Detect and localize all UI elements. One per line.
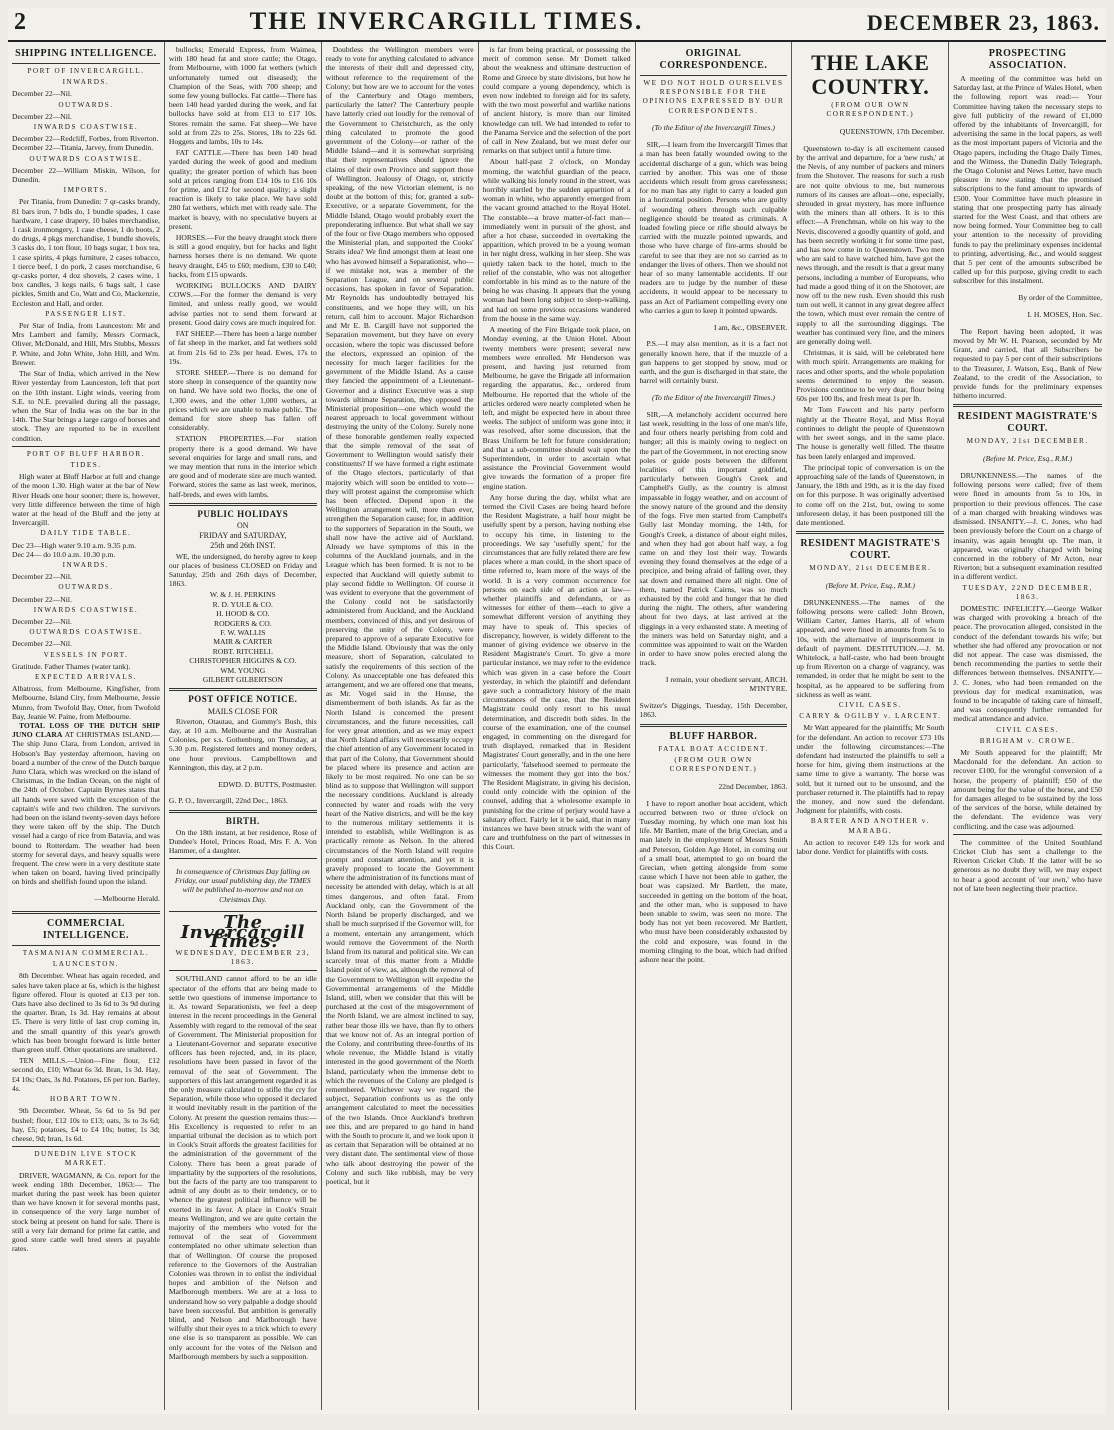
tasmanian-heading: TASMANIAN COMMERCIAL. (22, 949, 150, 958)
working-bullocks-text: WORKING BULLOCKS AND DAIRY COWS.—For the former the demand is very limited, and unless really good, we would advise parties not to send them forward at present. Good dairy cows are much inquired for. (168, 281, 317, 327)
case-text: Mr Watt appeared for the plaintiffs; Mr South for the defendant. An action to recover £73 10s under the following circumstances:—The defendant had instructed the plaintiffs to sell a horse for him, giving them instructions at the same time to give a warranty. The horse was sold, but it turned out to be unsound, and the purchaser returned it. The plaintiffs had to repay the money, and now sued the defendant. Judgment for plaintiffs, with costs. (796, 723, 945, 816)
disclaimer: WE DO NOT HOLD OURSELVES RESPONSIBLE FOR THE OPINIONS EXPRESSED BY OUR CORRESPONDENTS. (642, 79, 785, 115)
post-office-text: Riverton, Otautau, and Gummy's Bush, this day, at 10 a.m. Melbourne and the Australian Colonies, per s.s. Gothenburg, on Thursday, at 5.30 p.m. Registered letters and money orders, one hour previous. Campbelltown and Kennington, this day, at 2 p.m. (168, 716, 317, 772)
passengers-text: Per Star of India, from Launceston: Mr and Mrs Lambert and family, Messrs Cormack, Oliver, McDonald, and Hill, Mrs Stubbs, Messrs P. White, and John White, John Hill, and Wm. Brewer. (12, 321, 160, 367)
column-2 (165, 42, 322, 1410)
hobart-label: HOBART TOWN. (49, 1095, 122, 1104)
columns (8, 42, 1106, 1410)
to-editor: (To the Editor of the Invercargill Times.) (651, 393, 775, 403)
secretary: I. H. MOSES, Hon. Sec. (1027, 310, 1102, 320)
rm-text: DRUNKENNESS.—The names of the following persons were called: John Brown, William Carter, James Harris, all of whom appeared, and were fined in amounts from 5s to 10s, with the alternative of imprisonment in default of payment. DESTITUTION.—J. M. Whitelock, a half-caste, who had been brought up from Riverton on a charge of vagrancy, was remanded, in order that he might be sent to the hospital, as he appeared to be suffering from sickness as well as want. (796, 597, 945, 699)
divider (169, 970, 317, 971)
divider (12, 945, 160, 946)
coastwise-entry: December 22—Titania, Jarvey, from Dunedin. (12, 143, 154, 153)
outwards-coastwise-label: OUTWARDS COASTWISE. (29, 628, 143, 637)
dateline: QUEENSTOWN, 17th December. (839, 127, 945, 136)
column-5 (636, 42, 793, 1410)
store-sheep-text: STORE SHEEP.—There is no demand for store sheep in consequence of the quantity now on hand. We have sold two flocks, the one of 1,300 ewes, and the other 1,000 wethers, at prices which we are unable to make public. The demand for store sheep has fallen off considerably. (168, 367, 317, 433)
arrival-entry: December 22—Nil. (12, 572, 72, 582)
dunedin-heading: DUNEDIN LIVE STOCK MARKET. (34, 1150, 138, 1168)
wreck-article (12, 721, 160, 887)
fat-sheep-text: FAT SHEEP.—There has been a large number of fat sheep in the market, and fat wethers sold at from 21s 6d to 23s per head. Ewes, 17s to 19s. (168, 329, 317, 366)
page-number: 2 (14, 9, 26, 35)
firm-name: MAIR & CARTER (213, 637, 273, 647)
ghost-article: About half-past 2 o'clock, on Monday morning, the watchful guardian of the peace, while walking his lonely round in the street, was horribly startled by the sudden apparition of a woman in white, who apparently emerged from the vacant ground attached to the Royal Hotel. The constable—a brave matter-of-fact man—immediately went in pursuit of the ghost, and after a hot chase, succeeded in overtaking the apparition, which proved to be a young woman in her night dress, walking in her sleep. She was quietly taken back to the hotel, much to the relief of the constable, who was not altogether comfortable in his mind as to the nature of the being he was chasing. It appears that the young woman had been long subject to sleep-walking, and had on some previous occasions wandered from the house in the same way. (482, 157, 631, 323)
wreck-text: AT CHRISTMAS ISLAND.—The ship Juno Clara, from London, arrived in Hobson's Bay yesterday afternoon, having on board a number of the crew of the Dutch barque Juno Clara, which was wrecked on the island of Christmas, in the Indian Ocean, on the night of the 24th of October. Captain Byrnes states that all hands were saved with the exception of the captain's wife and two children. The survivors had been on the island twenty-seven days before they were taken off by the ship. The Dutch vessel had a cargo of rice from Batavia, and was bound to Rotterdam. The weather had been stormy for several days, and heavy squalls were frequent. The crew were in a very destitute state when taken on board, having lived principally on birds and shellfish found upon the island. (12, 730, 160, 887)
holidays-heading: PUBLIC HOLIDAYS (197, 508, 289, 519)
divider (640, 75, 788, 76)
land-sale-text: The principal topic of conversation is on the approaching sale of the lands of Queenstown, in January, the 18th and 19th, as it is the day fixed on for this purpose. It was originally advertised to come off on the 21st, but, owing to some unforeseen delay, it has been postponed till the date mentioned. (796, 462, 945, 527)
divider (640, 724, 788, 727)
paper-date: WEDNESDAY, DECEMBER 23, 1863. (175, 948, 311, 967)
correspondent-label: (FROM OUR OWN CORRESPONDENT.) (826, 101, 915, 119)
postmaster: EDWD. D. BUTTS, Postmaster. (218, 779, 317, 789)
port-heading: PORT OF INVERCARGILL. (27, 67, 145, 75)
tides-label: TIDES. (70, 460, 102, 469)
post-date: G. P. O., Invercargill, 22nd Dec., 1863. (168, 796, 288, 806)
imports-label: IMPORTS. (63, 186, 109, 195)
birth-heading: BIRTH. (225, 815, 260, 826)
outwards-label: OUTWARDS. (58, 583, 114, 592)
tuesday-text: DOMESTIC INFELICITY.—George Walker was charged with provoking a breach of the peace. The provocation alleged, consisted in the conduct of the defendant towards his wife; but whether she had offered any provocation or not did not appear. The case was dismissed, the bench recommending the parties to settle their differences between themselves. INSANITY.—J. C. Jones, who had been remanded on the previous day for medical examination, was found to be incapable of taking care of himself, and was consequently further remanded for medical attendance and advice. (953, 603, 1102, 724)
correspondence-heading: ORIGINAL CORRESPONDENCE. (659, 48, 768, 71)
case-text: Mr South appeared for the plaintiff; Mr Macdonald for the defendant. An action to recover £100, for the wrongful conversion of a horse, the property of plaintiff; £50 of the amount being for the value of the horse, and £50 for damages alleged to be sustained by the loss of the services of the horse, while detained by the defendant. The evidence was very conflicting, and the case was adjourned. (953, 747, 1102, 831)
tides-text: High water at Bluff Harbor at full and change of the moon 1.30. High water at the bar of New River Heads one hour sooner; there is, however, very little difference between the time of high water at the head of the Bluff and the jetty at Invercargill. (12, 472, 160, 528)
mails-close-label: MAILS CLOSE FOR (207, 706, 278, 716)
masthead (8, 8, 1106, 42)
firm-name: RODGERS & CO. (214, 618, 272, 628)
fire-brigade-article: A meeting of the Fire Brigade took place, on Monday evening, at the Union Hotel. About twenty members were present; several new members were enrolled. Mr Henderson was present, and having just returned from Melbourne, he gave the Brigade all information regarding the apparatus, &c., ordered from Melbourne. He reported that the whole of the articles ordered were nearly completed when he left, and might be expected here in about three weeks. The subject of uniform was gone into; it was resolved, after some discussion, that the Brass Uniform be left for future consideration; and that a sub-committee should wait upon the Superintendent, in order to ascertain what assistance the Provincial Government would give towards the formation of a proper fire engine station. (482, 325, 631, 491)
tide-row: Dec 23—High water 9.10 a.m. 9.35 p.m. (12, 540, 137, 550)
column-1 (8, 42, 165, 1410)
divider (796, 531, 944, 534)
launceston-label: LAUNCESTON. (52, 960, 119, 969)
divider (169, 810, 317, 813)
departure-entry: December 22—Nil. (12, 111, 72, 121)
postscript: P.S.—I may also mention, as it is a fact not generally known here, that if the muzzle of a gun happens to get stopped by snow, mud or earth, and the gun is discharged in that state, the barrel will certainly burst. (639, 339, 788, 386)
divider (169, 503, 317, 506)
outwards-coastwise-label: OUTWARDS COASTWISE. (29, 154, 143, 163)
christmas-notice: In consequence of Christmas Day falling on Friday, our usual publishing day, the TIMES will be published to-morrow and not on Christmas Day. (174, 867, 311, 904)
divider (12, 63, 160, 64)
passenger-list-label: PASSENGER LIST. (45, 309, 127, 318)
station-text: STATION PROPERTIES.—For station property there is a good demand. We have several enquiries for large and small runs, and we may mention that runs in the interior which are good and of moderate size are much wanted. Forward, stores the same as last week, merinos, half-breds, and ewes with lambs. (168, 434, 317, 499)
letter-signature: I am, &c., OBSERVER. (713, 322, 788, 332)
tasmanian-text: 8th December. Wheat has again receded, and sales have taken place at 6s, which is the highest figure offered. Flour is quoted at £13 per ton. Oats have also declined to 3s 6d to 3s 9d during the quarter. Bran, 1s 3d. Hay remains at about £5. There is very little of last crop coming in, and the small quantity of this year's growth which has been brought forward is little better than green stuff. Other quotations are unaltered. (12, 971, 160, 1055)
stock-text: bullocks; Emerald Express, from Waimea, with 180 head fat and store cattle; the Otago, from Melbourne, with 1000 fat wethers (which unfortunately turned out diseased); the Champion of the Seas, with 700 sheep; and some few young bullocks. Fat cattle—There has been 140 head yarded during the week, and fat bullocks have sold at from £13 to £17 10s. Stores remain the same. Fat sheep—We have sold at from 22s to 25s. Stores, 18s to 22s 6d. Hoggets and lambs, 10s to 14s. (168, 45, 317, 147)
adoption-text: The Report having been adopted, it was moved by Mr W. H. Pearson, seconded by Mr Grant, and carried, that all Subscribers be requested to pay 5 per cent of their subscriptions to the Treasurer, J. Watson, Esq., Bank of New Zealand, to the credit of the Association, to provide funds for the preliminary expenses hitherto incurred. (953, 326, 1102, 401)
hobart-text: 9th December. Wheat, 5s 6d to 5s 9d per bushel; flour, £12 10s to £13; oats, 3s to 3s 6d; hay, £5; potatoes, £4 to £4 10s; butter, 1s 3d; cheese, 9d; bran, 1s 6d. (12, 1106, 160, 1143)
expected-arrivals-label: EXPECTED ARRIVALS. (34, 672, 137, 681)
cricket-text: The committee of the United Southland Cricket Club has sent a challenge to the Riverton Cricket Club. If the latter will be so generous as no doubt they will, we may expect to hear a good account of 'our own,' who have not of late been neglecting their practice. (953, 837, 1102, 893)
coastwise-entry: December 22—Nil. (12, 639, 72, 649)
firm-name: GILBERT GILBERTSON (202, 675, 283, 685)
wreck-source: —Melbourne Herald. (94, 894, 160, 904)
prospecting-text: A meeting of the committee was held on Saturday last, at the Prince of Wales Hotel, when the following report was read:— Your Committee having taken the necessary steps to give full publicity of the reward of £1,000 offered by the inhabitants of Invercargill, for advertising the same in the local papers, as well as the most important papers of Victoria and the Otago papers, including the Otago Daily Times, and the Witness, the Dunedin Daily Telegraph, the Otago Colonist and News Letter, have much pleasure in now stating that the promised subscriptions to the fund amount to upwards of £500. Your Committee have much pleasure in stating that one prospecting party has already started for the West Coast, and that others are now being formed. Your Committee beg to call your attention to the necessity of providing funds to pay the preliminary expenses incidental to printing, advertising, &c., and would suggest that 5 per cent of the amounts subscribed be called up for this purpose, giving credit to each subscriber for this instalment. (953, 74, 1102, 286)
inwards-coastwise-label: INWARDS COASTWISE. (33, 605, 139, 614)
divider (12, 446, 160, 447)
firm-name: CHRISTOPHER HIGGINS & CO. (189, 656, 297, 666)
commercial-heading: COMMERCIAL INTELLIGENCE. (42, 918, 130, 942)
case-name: BRIGHAM v. CROWE. (979, 736, 1076, 745)
tide-row: Dec 24— do 10.0 a.m. 10.30 p.m. (12, 549, 116, 559)
column-3 (322, 42, 479, 1410)
divider (953, 404, 1102, 407)
divider (169, 688, 317, 691)
accident-heading: FATAL BOAT ACCIDENT. (658, 744, 769, 753)
bluff-date: 22nd December, 1863. (718, 781, 788, 791)
firm-name: H. HOOD & CO. (216, 609, 270, 619)
wreck-heading: TOTAL LOSS OF THE DUTCH SHIP JUNO CLARA (12, 721, 160, 740)
birth-text: On the 18th instant, at her residence, Rose of Dundee's Hotel, Princes Road, Mrs F. A. Von Hammer, of a daughter. (168, 827, 317, 856)
rm-text: DRUNKENNESS.—The names of the following persons were called; five of them were fined in amounts from 5s to 10s, in proportion to their previous offences. The case of a man charged with breaking windows was dismissed. INSANITY.—J. C. Jones, who had been previously before the Court on a charge of insanity, was again brought up. The man, it appeared, was originally charged with being concerned in the robbery of Mr Acton, near Riverton; but a subsequent examination resulted in a different verdict. (953, 471, 1102, 582)
expected-text: Albatross, from Melbourne, Kingfisher, from Melbourne, Island City, from Melbourne, Jessie Munro, from Twofold Bay, Otter, from Twofold Bay, Jeanie W. Paine, from Melbourne. (12, 684, 160, 721)
lake-country-text: Queenstown to-day is all excitement caused by the arrival and departure, for a 'new rush,' at the Nevis, of any number of packers and miners from the Shotover. The reasons for such a rush are not quite obvious to me, but numerous rumors of its causes are afloat—one, especially, shrouded in great mystery, has more influence with the miners than all others. It is to this effect:—A Frenchman, while on his way to the Nevis, discovered a goodly quantity of gold, and has been secretly working it for some time past, and has now come in to Queenstown. Two men who are said to have watched him, have got the news through, and the result is that a great many persons, including a number of Europeans, who had made a good thing of it on the Shotover, are now off to the new rush. Even should this rush turn out well, it cannot in any great degree affect the town, which must ever remain the centre of supply to all the surrounding diggings. The weather has continued very fine, and the miners are generally doing well. (796, 143, 945, 347)
fat-cattle-text: FAT CATTLE.—There has been 140 head yarded during the week of good and medium quality; the greater portion of which has been sold at prices ranging from £14 10s to £16 10s for prime, and £12 for second quality; a slight reaction is likely to take place. We have sold 280 fat wethers, which met with ready sale. The market is heavy, with no speculative buyers at present. (168, 148, 317, 231)
firm-name: ROBT. RITCHELL (212, 646, 273, 656)
vessels-in-port-label: VESSELS IN PORT. (43, 650, 129, 659)
case-text: An action to recover £49 12s for work and labor done. Verdict for plaintiffs with costs. (796, 837, 945, 856)
holidays-on: ON (237, 520, 249, 530)
column-4 (479, 42, 636, 1410)
rm-court-heading: RESIDENT MAGISTRATE'S COURT. (957, 411, 1098, 435)
inwards-label: INWARDS. (62, 560, 110, 569)
paper-title: The Invercargill Times. (180, 912, 305, 952)
departure-entry: December 22—Nil. (12, 594, 72, 604)
editorial-text: SOUTHLAND cannot afford to be an idle spectator of the efforts that are being made to settle two questions of immense importance to it. As toward Separationists, we feel a deep interest in the recent proceedings in the General Assembly with regard to the removal of the seat of Government. The Ministerial proposition for a Lieutenant-Governor and separate executive officers has been rejected, and, in its place, resolutions have been passed in favor of the removal of the seat of Government. The supporters of this last arrangement regarded it as the only measure calculated to stifle the cry for Separation, while those who opposed it declared it would inevitably result in the partition of the Colony. At present the question remains thus:—His Excellency is requested to refer to an impartial tribunal the decision as to which port in Cook's Strait affords the greatest facilities for the administration of the government of the Colony. There has been a great parade of impartiality by the supporters of the resolutions, but the facts of the party are too transparent to admit of any doubt as to their tendency, or to whence the greatest political influence will be exerted in its favor. A place in Cook's Strait means Wellington, and we are quite certain the majority of the members who voted for the removal of the seat of Government contemplated no other ultimate selection than that of Wellington. Of course the proposed reference to the Governors of the Australian Colonies was thrown in to enlist the individual hopes and ambition of the Nelson and Marlborough members. We are at a loss to understand how so very palpable a dodge should have been successful. But ambition is generally blind, and Nelson and Marlborough have wilfully shut their eyes to a trick which to every one else is so transparent as possible. We can only account for the votes of the Nelson and Marlborough members by such a supposition. (168, 974, 317, 1361)
rm-before: (Before M. Price, Esq., R.M.) (983, 454, 1073, 464)
tuesday-date: TUESDAY, 22ND DECEMBER, 1863. (962, 583, 1093, 601)
holidays-dates: 25th and 26th INST. (210, 541, 276, 551)
firm-name: R. D. YULE & CO. (212, 599, 273, 609)
editorial-text: Doubtless the Wellington members were ready to vote for anything calculated to advance the interests of their dull and depressed city, without reference to the requirement of the Colony; but how are we to account for the votes of the Canterbury and Otago members, particularly the latter? The Canterbury people have latterly cried out loudly for the removal of the Government to Christchurch, as the only thing calculated to promote the good government of the Colony—or rather of the Middle Island—and it is somewhat surprising that their representatives should ignore the claims of their own Province and support those of Wellington. Jealousy of Otago, or, strictly speaking, of the new Victorian element, is no doubt at the bottom of this; for, granted a sub-Executive, or a separate Government, for the Middle Island, Otago would probably exert the preponderating influence. But what shall we say of the four or five Otago members who opposed the Ministerial plan, and supported the Cooks' Straits idea? We find amongst them at least one who has avowed himself a Separationist, who—if we mistake not, was a member of the Separation League, and on several public occasions, has spoken in favor of Separation. Mr Reynolds has undoubtedly betrayed his constituents, and we hope they will, on his return, call him to account. Major Richardson and Mr E. B. Cargill have not supported the Separation movement, but they have on every occasion, where the topic was discussed before the electors, expressed an opinion of the necessity for much larger facilities for the government of the Middle Island. As a cause they fancied the appointment of a Lieutenant-Governor and a distinct Executive was a step towards ultimate Separation, they opposed the Ministerial proposition—one which would the nearest approach to local government without destroying the unity of the Colony. Surely none of these honorable gentlemen really expected that the simple removal of the seat of Government to Wellington would satisfy their constituents? If we have formed a right estimate of the Otago electors, particularly of that majority which will soon be entitled to vote—they will protest against the compromise which has been effected. Depend upon it the Wellington arrangement will, more than ever, strengthen the Separation cause; for, in addition to the supporters of Separation in the South, we shall now have the active aid of Auckland. Already we have symptoms of this in the columns of the Auckland journals, and in the League which has been formed. It is not to be expected that Auckland will quietly submit to play second fiddle to Wellington. Of course it was evident to everyone that the government of the Colony could not be satisfactorily administered from Auckland, and the Auckland members, convinced of this, and yet desirous of preserving the unity of the Colony, were prepared to approve of a separate Executive for the Middle Island. Obviously that was the only measure, short of Separation, calculated to satisfy the requirements of this section of the Colony. As unacceptable one has defeated this arrangement, and we are offered one that means, as Mr. Vogel said in the House, the dismemberment of both islands. As far as the North Island is concerned the present circumstances, and the future necessities, call for very great attention, and as we may expect that North Island affairs will necessarily occupy the chief attention of any Government located in that part of the Colony, that Government should be placed where its presence and action are likely to be most required. No one can be so blind as to suppose that Wellington will support the necessary conditions. Auckland is already connected by water and roads with the very heart of the Native districts, and will be the key to the numerous military settlements it is intended to establish, while Wellington is as practically remote as Nelson. In the altered circumstances of the North Island will require prompt and constant attention, and yet it is gravely proposed to locate the Government where the administration of its functions must of necessity be attended with delay, which is at all times dangerous, and often fatal. From Auckland only, can the Government of the North Island be properly discharged, and we shall be much surprised if the Governor will, for a moment, entertain any arrangement, which would remove the Government of the North Island from its natural and political site. We can scarcely treat of this matter from a Middle Island point of view, as, although the removal of the Government to Wellington will expedite the Governmental arrangements of the Middle Island, still, when we consider that this will be purchased at the cost of the misgovernment of the North Island, we are almost inclined to say, rather bear those ills we have, than fly to others that we know not of. As an integral portion of the Colony, and contributing three-fourths of its whole revenue, the Middle Island is vitally interested in the good government of the North Island, particularly when the immense debt to which the revenues of the Colony are pledged is remembered. Whichever way we regard the subject, Separation confronts us as the only arrangement calculated to meet the necessities of the two Islands. Once Auckland's brethren see this, and are prepared to go hand in hand with the South to procure it, and we look upon it as certain that Separation will be obtained at no very distant date. The sentimental view of those who talk about destroying the power of the Colony and such like rubbish, may be very poetical, but it (325, 45, 474, 1186)
bluff-harbor-heading: BLUFF HARBOR. (669, 730, 758, 742)
column-7 (949, 42, 1106, 1410)
imports-text: Per Titania, from Dunedin: 7 qr-casks brandy, 81 bars iron, 7 bdls do, 1 bundle spades, 1 case hardware, 1 case drapery, 10 bales merchandise, 1 cask ironmongery, 1 case cheese, 1 do boots, 2 do drugs, 4 pkgs merchandise, 1 bundle shovels, 3 casks do, 1 ton flour, 10 bags sugar, 1 box tea, 1 case spirits, 4 pkgs furniture, 2 cases tobacco, 1 tierce beef, 1 do pork, 2 cases merchandise, 6 qr-casks porter, 4 doz shovels, 2 cases wine, 1 box candles, 3 kegs nails, 6 bags salt, 1 case pickles, Smith and Co, Watt and Co, Mackenzie, Eccleston and Hall, and order. (12, 197, 160, 308)
outwards-label: OUTWARDS. (58, 100, 114, 109)
coastwise-entry: December 22—Redcliff, Forbes, from Riverton. (12, 134, 159, 144)
rm-before: (Before M. Price, Esq., R.M.) (825, 580, 915, 590)
court-article: Any horse during the day, whilst what are termed the Civil Cases are being heard before the Resident Magistrate, a half hour might be usefully spent by a person, having nothing else to occupy his time, in listening to the proceedings. We say 'usefully spent,' for the circumstances that are fully related there are few places where a man could, in the short space of time referred to, learn more of the ways of the world. It is a very common occurrence for persons on each side of an action at law—whether plaintiffs and defendants, or as witnesses for either of them—each to give a somewhat different version of anything they may have to speak of. This species of discrepancy, however, is widely different to the manner of giving evidence we observe in the Resident Magistrate's Court. To give a more particular instance, we may refer to the evidence which was given in a case before the Court yesterday, in which the plaintiff and defendant gave such a contradictory history of the main circumstances of the case, that the Resident Magistrate could only resort to his usual determination, and discredit both sides. In the course of the examination, one of the counsel engaged, in commenting on the disregard for truth displayed, remarked that in Resident Magistrates' Court generally, and in the one here particularly, 'falsehood seemed to permeate the witnesses the moment they got into the box.' The Resident Magistrate, in giving his decision, could only coincide with the opinion of the counsel, adding that a wholesome example in punishing for the crime of perjury would have a salutary effect. Fairly let it be said, that in many instances we have been struck with the want of care and truthfulness on the part of witnesses in this Court. (482, 492, 631, 852)
firm-name: WM. YOUNG (220, 665, 266, 675)
newspaper-title: THE INVERCARGILL TIMES. (249, 8, 644, 35)
vessels-text: Gratitude. Father Thames (water tank). (12, 661, 131, 671)
issue-date: DECEMBER 23, 1863. (866, 10, 1100, 35)
civil-cases-heading: CIVIL CASES. (996, 725, 1060, 734)
case-name: BARTER AND ANOTHER v. MARABG. (810, 817, 930, 835)
holidays-days: FRIDAY and SATURDAY, (199, 531, 287, 541)
accident-text: I have to report another boat accident, which occurred between two or three o'clock on Tuesday morning, by which one man lost his life. Mr Bartlett, mate of the brig Grecian, and a man lately in the employment of Messrs Smith and Peterson, Golden Age Hotel, in coming out of a small boat, attempted to go on board the Grecian, when getting alongside from some cause which I have not been able to gather, the boat was capsized. Mr Bartlett, the mate, succeeded in getting on the bottom of the boat, and the other man, who is supposed to have been unable to swim, was seen no more. The body has not yet been recovered. Mr Bartlett, who must have been considerably exhausted by the cold and exposure, was found in the morning clinging to the boat, which had drifted ashore near the point. (639, 798, 788, 964)
divider (12, 911, 160, 914)
mills-text: TEN MILLS.—Union—Fine flour, £12 second do, £10; Wheat 6s 3d. Bran, 1s 3d. Hay, £4 10s; Oats, 3s 8d. Potatoes, £6 per ton. Barley, 4s. (12, 1056, 160, 1093)
rm-court-heading: RESIDENT MAGISTRATE'S COURT. (800, 538, 941, 562)
inwards-label: INWARDS. (62, 78, 110, 87)
to-editor: (To the Editor of the Invercargill Times.) (651, 123, 775, 133)
star-note: The Star of India, which arrived in the New River yesterday from Launceston, left that port on the 10th instant. Light winds, veering from S.E. to N.E. prevailed during all the passage, when the Star of India was on the bar in the 14th. The Star brings a large cargo of horses and stock. They are reported to be in excellent condition. (12, 369, 160, 443)
tide-table-title: DAILY TIDE TABLE. (40, 529, 132, 538)
rm-date: MONDAY, 21st DECEMBER. (966, 437, 1089, 446)
letter-signature: I remain, your obedient servant, ARCH. M'INTYRE. (665, 675, 788, 694)
letter-place: Switzer's Diggings, Tuesday, 15th December, 1863. (639, 701, 788, 720)
lake-country-heading: THE LAKE COUNTRY. (811, 50, 930, 99)
newspaper-page (8, 8, 1106, 1414)
committee-footer: By order of the Committee, (1018, 293, 1102, 303)
shipping-heading: SHIPPING INTELLIGENCE. (15, 48, 157, 59)
firm-name: F. W. WALLIS (220, 628, 266, 637)
divider (953, 834, 1102, 835)
column-6 (792, 42, 949, 1410)
dunedin-text: DRIVER, WAGMANN, & Co. report for the week ending 18th December, 1863:— The market during the past week has been quieter than we have known it for several months past, in consequence of the very large number of stock being at present on hand for sale. There is still a very fair demand for prime fat cattle, and good store cattle well bred steers at payable rates. (12, 1170, 160, 1254)
prospecting-heading: PROSPECTING ASSOCIATION. (988, 48, 1067, 71)
letter-text: SIR,—A melancholy accident occurred here last week, resulting in the loss of one man's life, and four others nearly perishing from cold and hunger; all this is mainly owing to neglect on the part of the Government, in not erecting snow poles or guide posts between the different localities of this important goldfield, particularly between Gough's Creek and Campbell's Gully, as the country is almost impassable in foggy weather, and on account of the snowy nature of the ground and the density of the fogs. Five men started from Campbell's Gully last Monday morning, the 14th, for Gough's Creek, a distance of about eight miles, and when they had got about half way, a fog came on and they lost their way. Towards evening they found themselves at the edge of a precipice, and being afraid of falling over, they sat down and remained there all night. One of them, named Patrick Cairns, was so much exhausted by the cold and hunger that he died during the night. The others, after wandering about for two days, at last arrived at the diggings in a very exhausted state. A meeting of the miners was held on Saturday night, and a committee was appointed to wait on the Warden in order to have snow poles erected along the track. (639, 409, 788, 668)
divider (12, 1146, 160, 1147)
arrival-entry: December 22—Nil. (12, 89, 72, 99)
case-name: CARRY & OGILBY v. LARCENT. (799, 712, 942, 721)
christmas-text: Christmas, it is said, will be celebrated here with much spirit. Arrangements are making for races and other sports, and the whole population seems determined to enjoy the season. Provisions continue to be very dear, flour being 60s per 100 lbs, and fresh meat 1s per lb. (796, 348, 945, 404)
horses-text: HORSES.—For the heavy draught stock there is still a good enquiry, but for hacks and light harness horses there is no demand. We quote heavy draught, £45 to £60; medium, £30 to £40; hacks, from £15 upwards. (168, 233, 317, 279)
civil-cases-heading: CIVIL CASES. (838, 700, 902, 709)
firm-name: W. & J. H. PERKINS (209, 590, 276, 600)
divider (169, 858, 317, 859)
coastwise-entry: December 22—Nil. (12, 616, 72, 626)
rm-date: MONDAY, 21st DECEMBER. (809, 564, 932, 573)
editorial-text: is far from being practical, or possessing the merit of common sense. Mr Domett talked about the weakness and ultimate destruction of Rome and Greece by state divisions, but how he could compare a young dependency, which is even now indebted to foreign aid for its safety, with the two most powerful and warlike nations of ancient history, is more than our limited knowledge can tell. We had intended to refer to the Panama Service and the selection of the port of call in New Zealand, but we must defer our remarks on that subject until a future time. (482, 45, 631, 156)
letter-text: SIR,—I learn from the Invercargill Times that a man has been fatally wounded owing to the accidental discharge of a gun, which was being carried by another. This was one of those accidents which result from gross carelessness; for no man has any right to carry a loaded gun in a horizontal position. Persons who are guilty of wounding others through such culpable negligence should be treated as criminals. A loaded fowling piece or rifle should always be carried with the muzzle pointed upwards, and those who have charge of fire-arms should be careful to see that they are not so carried as to endanger the lives of others. Then we should not hear of so many lamentable accidents. If our readers are to judge by the number of these accidents, it would appear to be necessary to pass an Act of Parliament compelling every one who carries a gun to keep it pointed upwards. (639, 140, 788, 315)
inwards-coastwise-label: INWARDS COASTWISE. (33, 123, 139, 132)
bluff-port-heading: PORT OF BLUFF HARBOR. (26, 449, 145, 458)
coastwise-entry: December 22—William Miskin, Wilson, for Dunedin. (12, 165, 160, 185)
theatre-text: Mr Tom Fawcett and his party perform nightly at the Theatre Royal, and Miss Royal continues to delight the people of Queenstown with her sweet songs, and in the same place. The house is generally well filled. The theatre has been lately enlarged and improved. (796, 405, 945, 461)
correspondent-label: (FROM OUR OWN CORRESPONDENT.) (669, 755, 758, 773)
holidays-text: WE, the undersigned, do hereby agree to keep our places of business CLOSED on Friday and Saturday, 25th and 26th days of December, 1863. (168, 551, 317, 589)
post-office-heading: POST OFFICE NOTICE. (188, 694, 298, 705)
